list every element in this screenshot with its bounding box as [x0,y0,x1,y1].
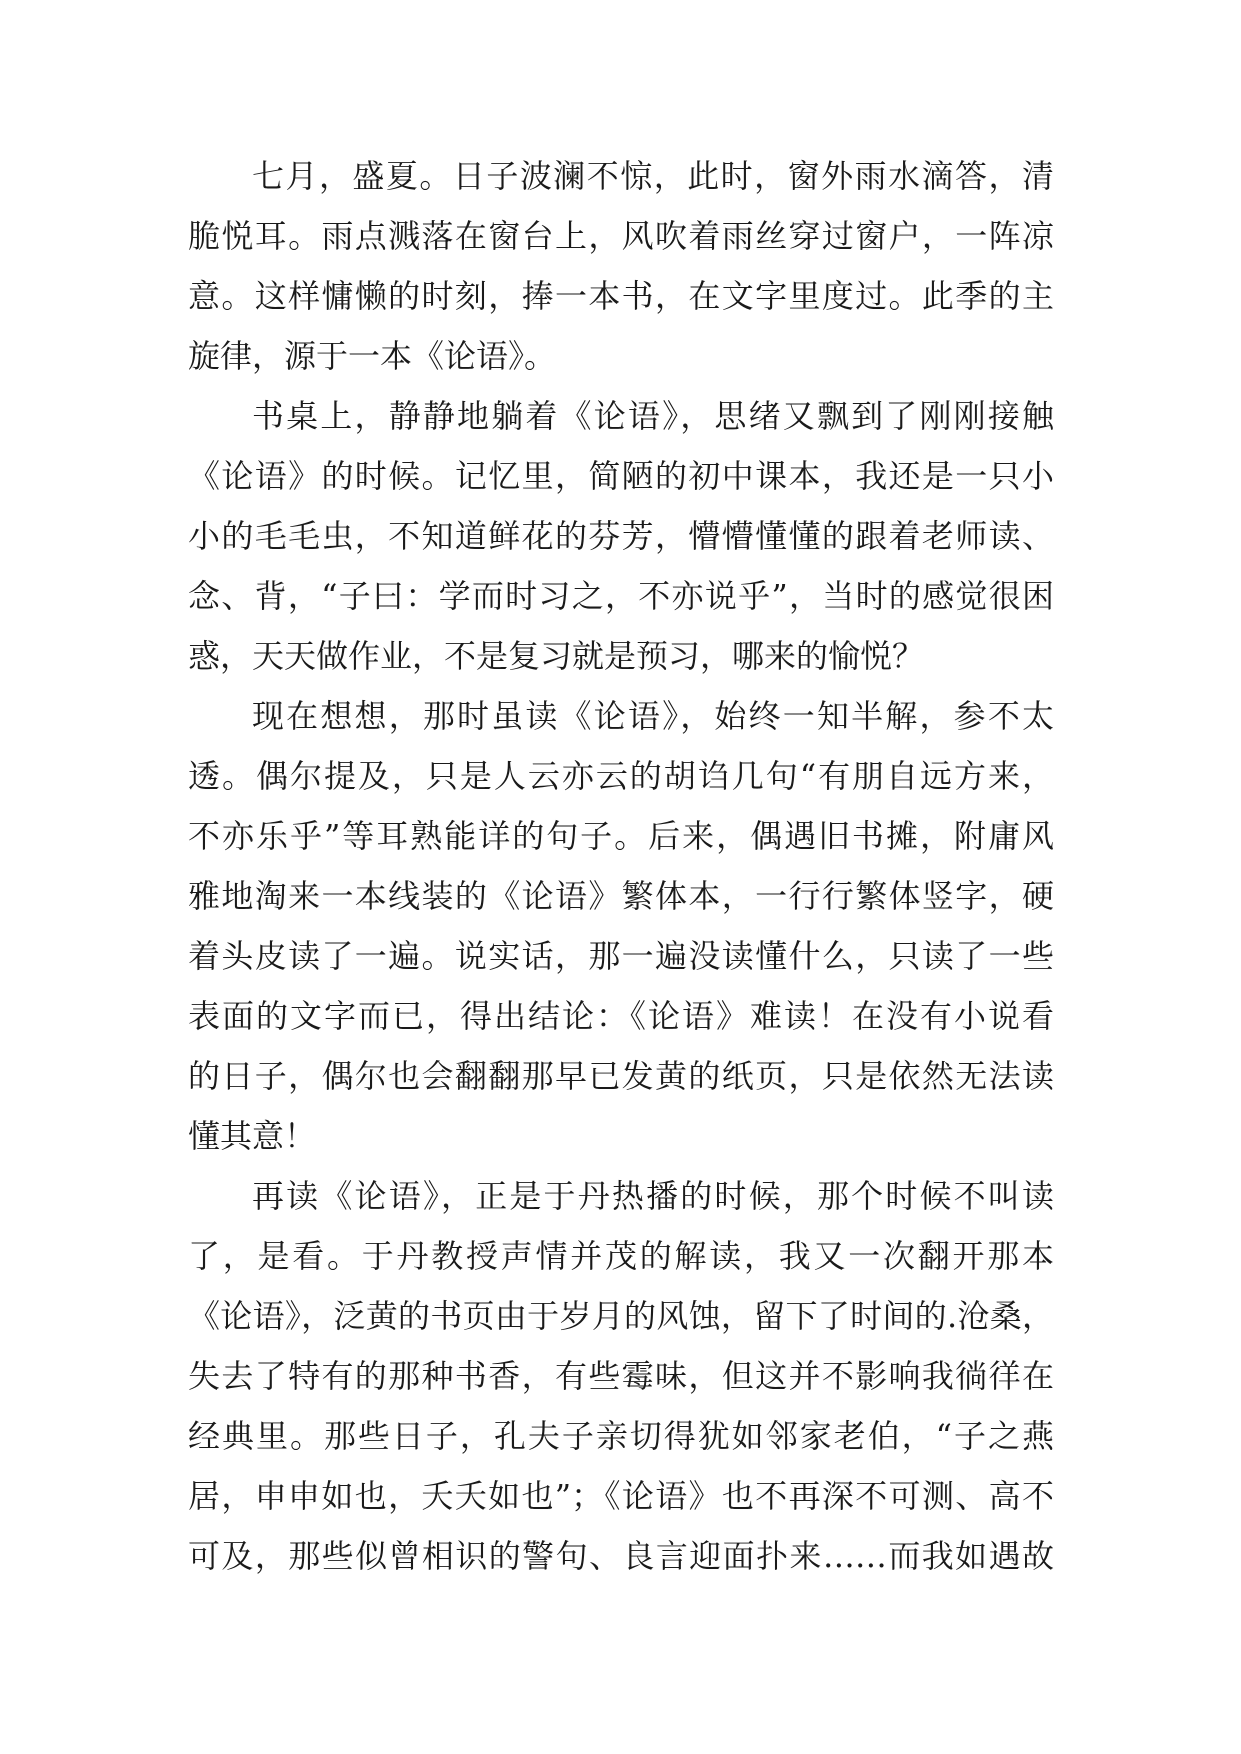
text-line: 雅地淘来一本线装的《论语》繁体本，一行行繁体竖字，硬 [188,877,1054,915]
text-line: 念、背，“子曰：学而时习之，不亦说乎”，当时的感觉很困 [188,577,1054,615]
text-line: 旋律，源于一本《论语》。 [188,337,557,375]
text-line: 表面的文字而已，得出结论：《论语》难读！在没有小说看 [188,997,1054,1035]
text-line: 脆悦耳。雨点溅落在窗台上，风吹着雨丝穿过窗户，一阵凉 [188,217,1054,255]
text-line: 不亦乐乎”等耳熟能详的句子。后来，偶遇旧书摊，附庸风 [188,817,1054,855]
text-line: 惑，天天做作业，不是复习就是预习，哪来的愉悦？ [188,637,925,675]
text-line: 现在想想，那时虽读《论语》，始终一知半解，参不太 [252,697,1054,735]
text-line: 居，申申如也，夭夭如也”；《论语》也不再深不可测、高不 [188,1477,1054,1515]
text-line: 小的毛毛虫，不知道鲜花的芬芳，懵懵懂懂的跟着老师读、 [188,517,1054,555]
text-line: 懂其意！ [188,1117,317,1155]
text-line: 失去了特有的那种书香，有些霉味，但这并不影响我徜徉在 [188,1357,1054,1395]
text-line: 了，是看。于丹教授声情并茂的解读，我又一次翻开那本 [188,1237,1054,1275]
text-line: 七月，盛夏。日子波澜不惊，此时，窗外雨水滴答，清 [252,157,1054,195]
text-line: 意。这样慵懒的时刻，捧一本书，在文字里度过。此季的主 [188,277,1054,315]
text-line: 《论语》的时候。记忆里，简陋的初中课本，我还是一只小 [188,457,1054,495]
text-line: 着头皮读了一遍。说实话，那一遍没读懂什么，只读了一些 [188,937,1054,975]
text-line: 再读《论语》，正是于丹热播的时候，那个时候不叫读 [252,1177,1054,1215]
text-line: 书桌上，静静地躺着《论语》，思绪又飘到了刚刚接触 [252,397,1054,435]
text-line: 《论语》，泛黄的书页由于岁月的风蚀，留下了时间的.沧桑， [188,1297,1054,1335]
document-body [188,146,1054,1586]
text-line: 的日子，偶尔也会翻翻那早已发黄的纸页，只是依然无法读 [188,1057,1054,1095]
text-line: 透。偶尔提及，只是人云亦云的胡诌几句“有朋自远方来， [188,757,1054,795]
text-line: 经典里。那些日子，孔夫子亲切得犹如邻家老伯，“子之燕 [188,1417,1054,1455]
text-line: 可及，那些似曾相识的警句、良言迎面扑来……而我如遇故 [188,1537,1054,1575]
